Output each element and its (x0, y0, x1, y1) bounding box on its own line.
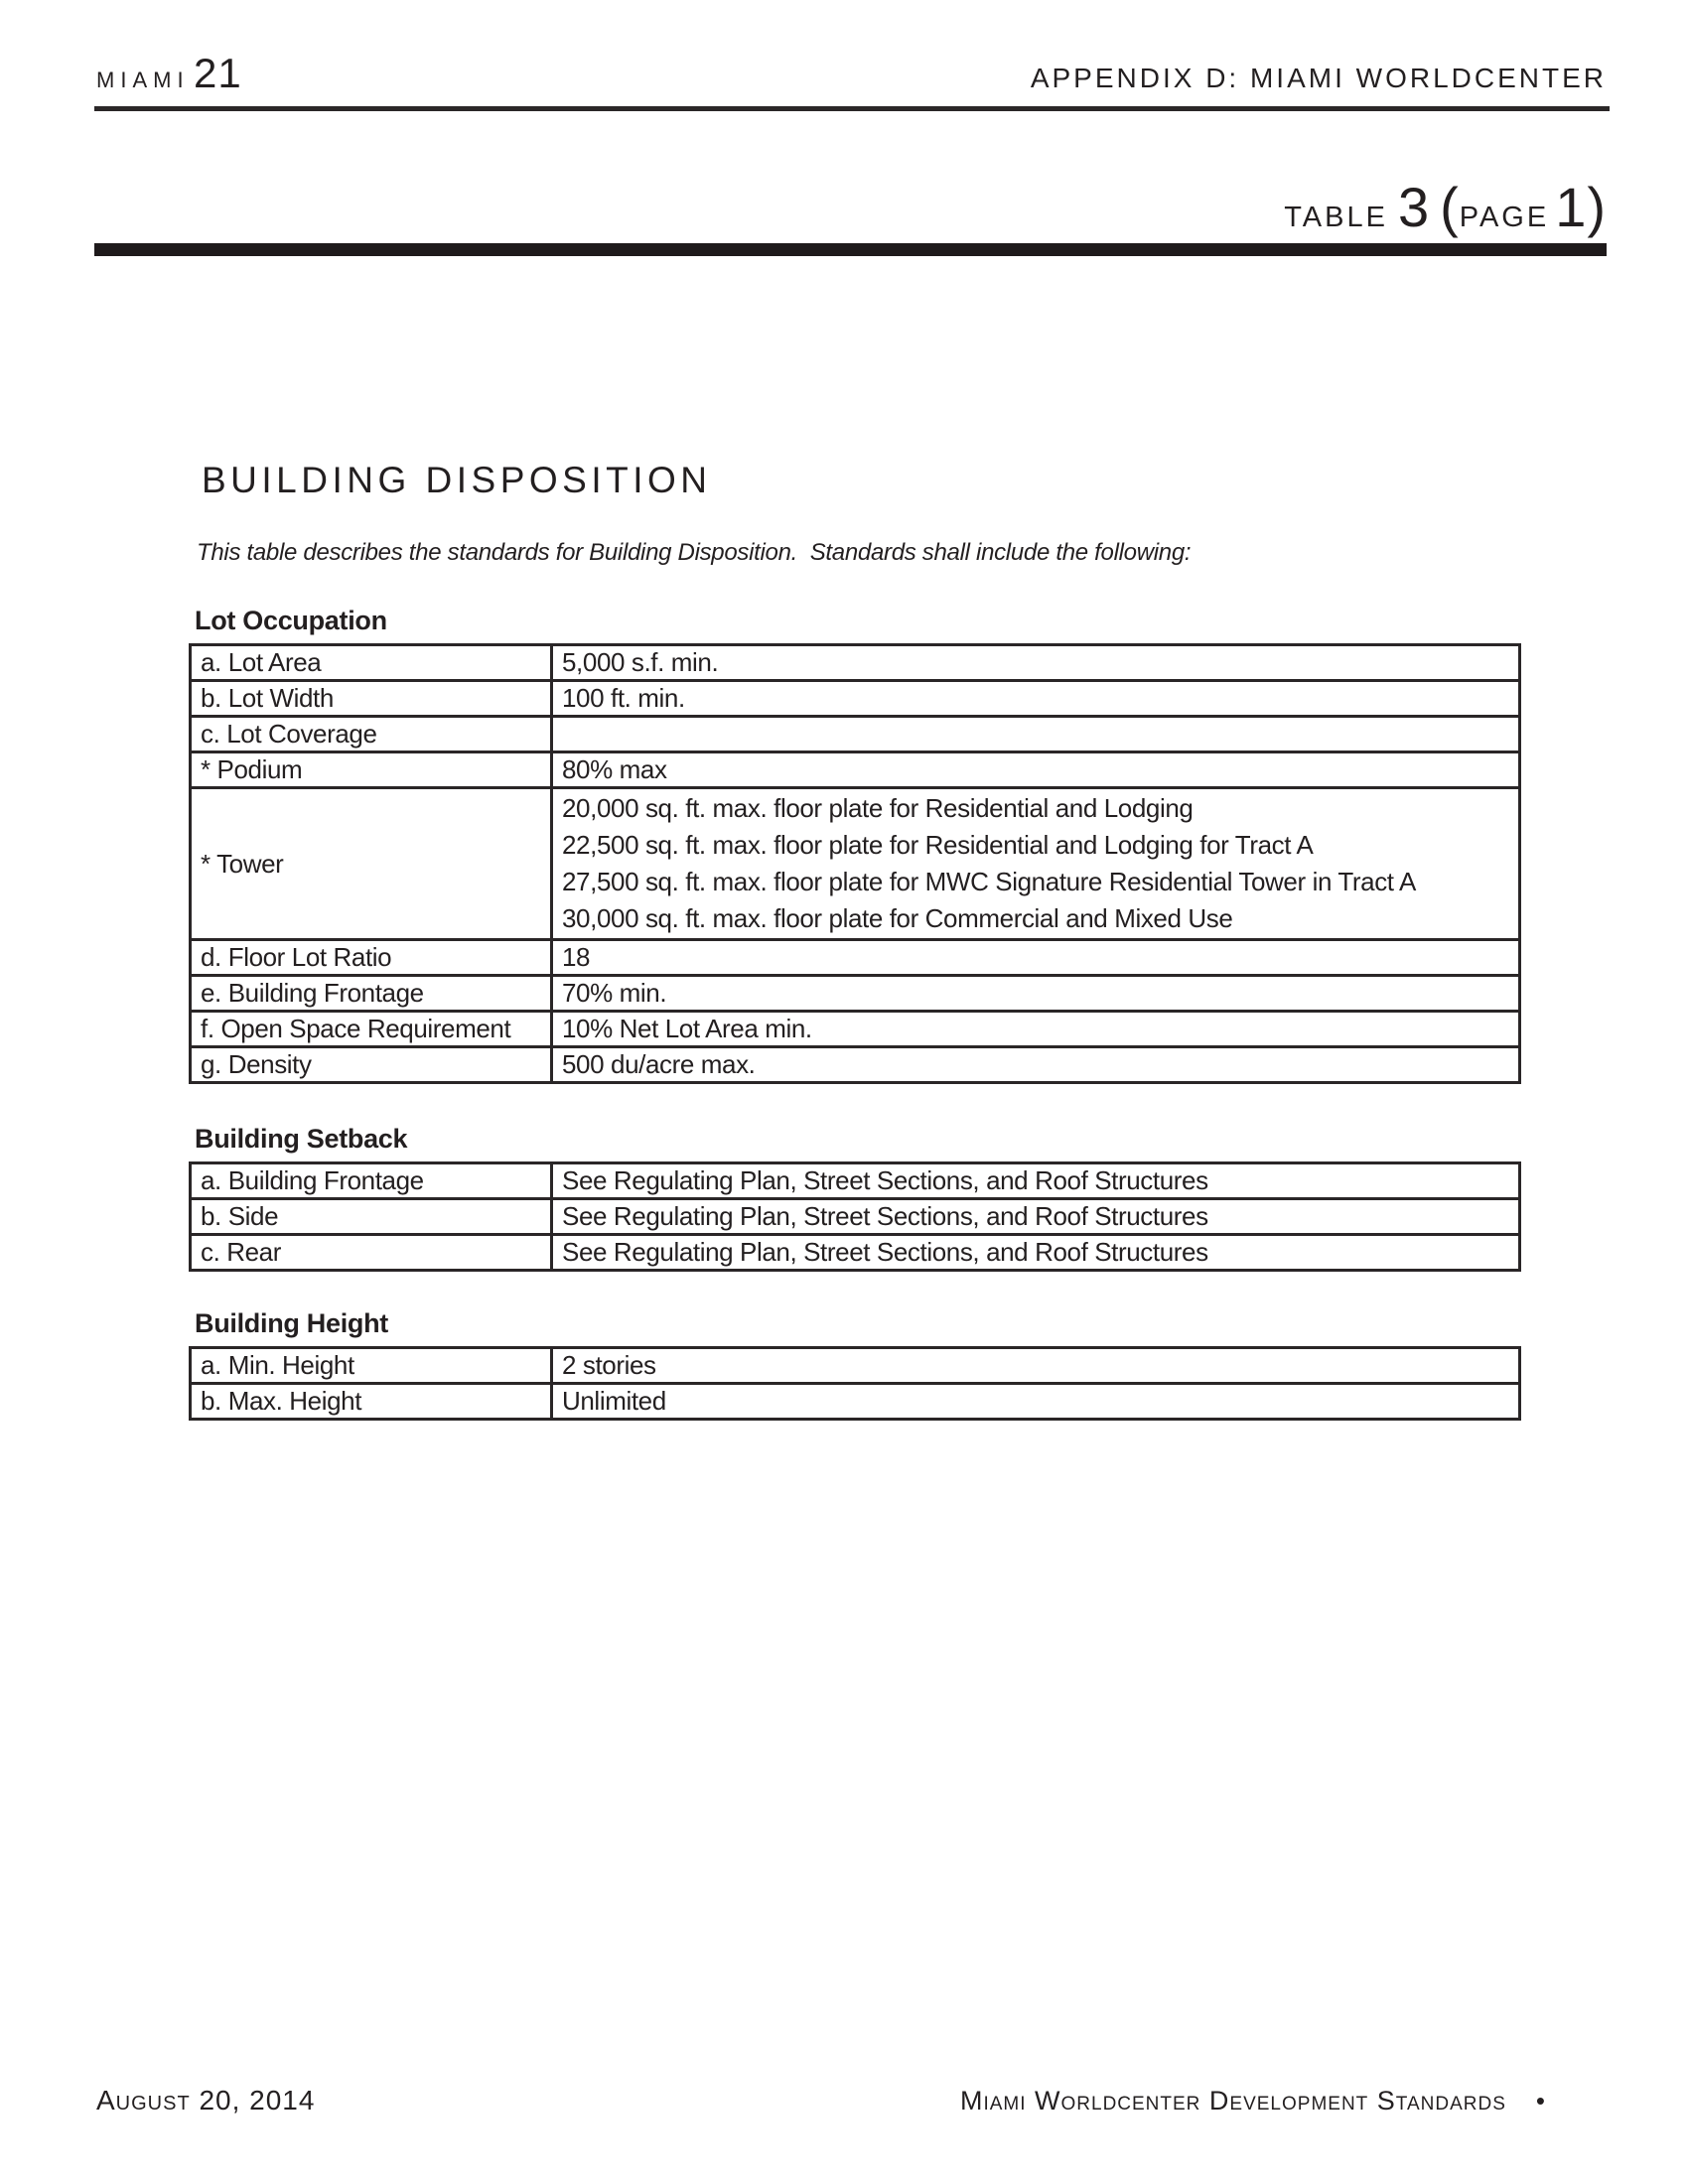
table-cell-label: c. Rear (191, 1235, 552, 1271)
title-rule (94, 243, 1607, 256)
section-building-height (189, 1308, 1521, 1421)
table-cell-label: a. Lot Area (191, 645, 552, 681)
footer-bullet: • (1535, 2086, 1546, 2116)
table-title-page-number: 1) (1555, 176, 1607, 238)
table-cell-value: 18 (552, 940, 1520, 976)
section-label: Building Height (195, 1308, 388, 1338)
table-cell-value: 500 du/acre max. (552, 1047, 1520, 1083)
table-row (191, 752, 1520, 788)
table-row (191, 717, 1520, 752)
table-row (191, 788, 1520, 940)
footer-document-name-text: Miami Worldcenter Development Standards (959, 2086, 1506, 2116)
table-cell-value: See Regulating Plan, Street Sections, and Roof Structures (552, 1163, 1520, 1199)
table-cell-label: g. Density (191, 1047, 552, 1083)
table-row (191, 681, 1520, 717)
table-cell-label: a. Building Frontage (191, 1163, 552, 1199)
table-cell-label: c. Lot Coverage (191, 717, 552, 752)
page-footer (96, 2085, 1546, 2116)
table-cell-value: 5,000 s.f. min. (552, 645, 1520, 681)
table-cell-value: See Regulating Plan, Street Sections, and Roof Structures (552, 1235, 1520, 1271)
table-row (191, 1199, 1520, 1235)
value-line: 20,000 sq. ft. max. floor plate for Residential and Lodging (562, 793, 1194, 823)
section-lot-occupation (189, 606, 1521, 1084)
section-building-setback (189, 1124, 1521, 1272)
page-title: BUILDING DISPOSITION (202, 460, 712, 500)
table-row (191, 1012, 1520, 1047)
intro-text: This table describes the standards for Building Disposition. Standards shall include the following: (197, 539, 1192, 566)
table-title-number: 3 (1397, 176, 1431, 238)
table-cell-value: Unlimited (552, 1384, 1520, 1420)
table-cell-value: 100 ft. min. (552, 681, 1520, 717)
table-cell-label: e. Building Frontage (191, 976, 552, 1012)
table-title-word: table (1284, 190, 1388, 235)
lot-occupation-table (189, 643, 1521, 1084)
table-cell-label: * Podium (191, 752, 552, 788)
table-title-page-word: page (1459, 190, 1550, 235)
table-row (191, 1348, 1520, 1384)
value-line: 30,000 sq. ft. max. floor plate for Commercial and Mixed Use (562, 903, 1233, 933)
table-cell-label: f. Open Space Requirement (191, 1012, 552, 1047)
table-cell-value: 80% max (552, 752, 1520, 788)
building-setback-table (189, 1161, 1521, 1272)
table-cell-value: See Regulating Plan, Street Sections, and Roof Structures (552, 1199, 1520, 1235)
table-row (191, 645, 1520, 681)
table-cell-value (552, 788, 1520, 940)
logo-number: 21 (194, 50, 242, 96)
footer-date: August 20, 2014 (96, 2085, 316, 2116)
table-row (191, 940, 1520, 976)
table-cell-label: b. Side (191, 1199, 552, 1235)
table-row (191, 976, 1520, 1012)
table-row (191, 1384, 1520, 1420)
page-header (96, 50, 1607, 99)
value-line: 22,500 sq. ft. max. floor plate for Residential and Lodging for Tract A (562, 830, 1314, 860)
footer-document-name (960, 2086, 1546, 2116)
logo-word: miami (96, 60, 190, 94)
table-cell-label: a. Min. Height (191, 1348, 552, 1384)
section-label: Building Setback (195, 1124, 408, 1154)
value-line: 27,500 sq. ft. max. floor plate for MWC Signature Residential Tower in Tract A (562, 867, 1416, 896)
table-row (191, 1163, 1520, 1199)
table-title-open-paren: ( (1440, 176, 1460, 238)
table-cell-label: d. Floor Lot Ratio (191, 940, 552, 976)
table-row (191, 1047, 1520, 1083)
table-cell-label: * Tower (191, 788, 552, 940)
table-cell-value: 70% min. (552, 976, 1520, 1012)
table-title (1284, 175, 1607, 239)
table-cell-label: b. Max. Height (191, 1384, 552, 1420)
table-row (191, 1235, 1520, 1271)
building-height-table (189, 1346, 1521, 1421)
table-cell-value (552, 717, 1520, 752)
section-label: Lot Occupation (195, 606, 387, 635)
table-cell-label: b. Lot Width (191, 681, 552, 717)
table-cell-value: 10% Net Lot Area min. (552, 1012, 1520, 1047)
table-cell-value: 2 stories (552, 1348, 1520, 1384)
appendix-title: APPENDIX D: MIAMI WORLDCENTER (1030, 63, 1607, 93)
header-rule (94, 106, 1610, 111)
miami21-logo (96, 50, 242, 97)
